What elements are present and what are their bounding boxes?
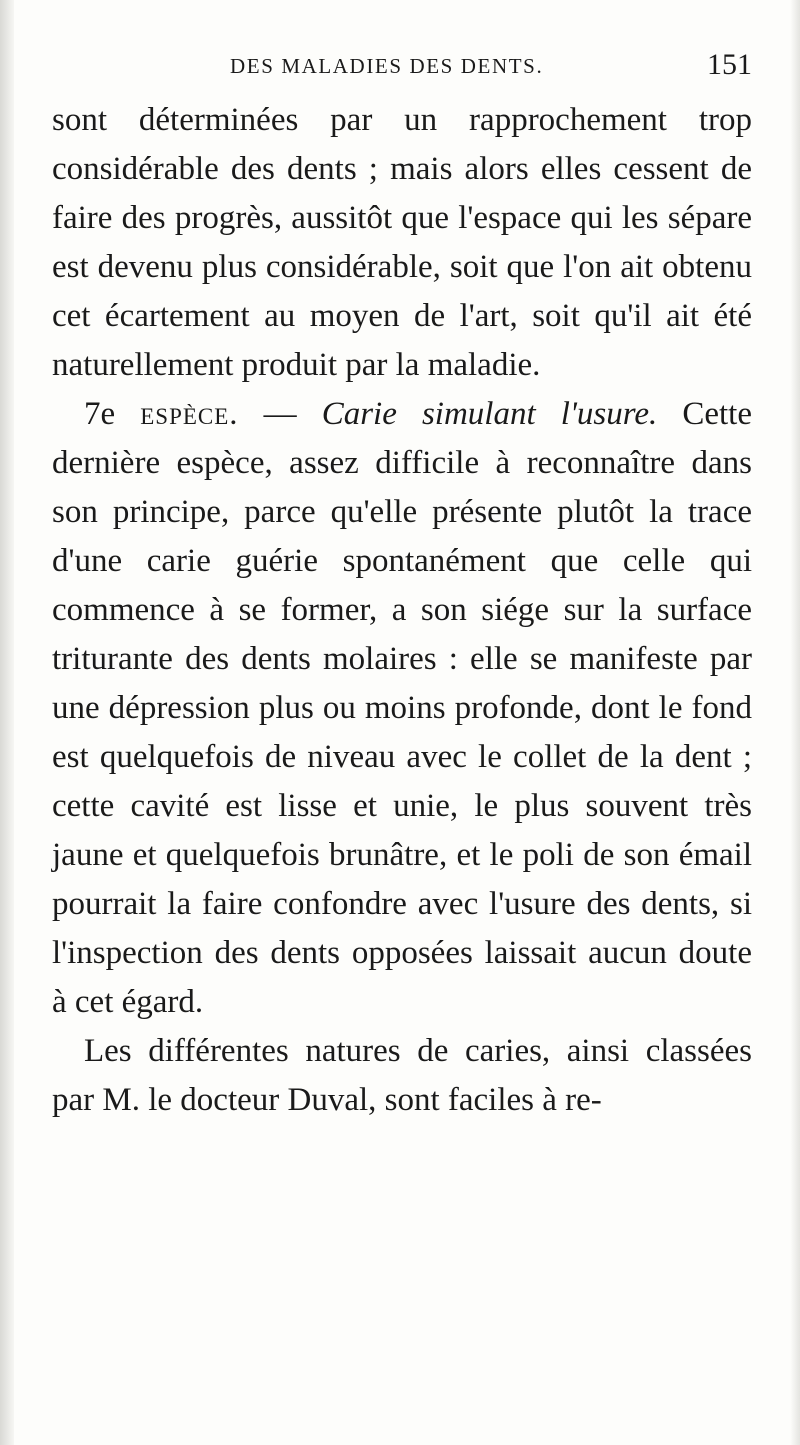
species-number: 7e bbox=[84, 396, 116, 432]
em-dash: — bbox=[238, 396, 322, 432]
species-label: espèce. bbox=[140, 396, 239, 432]
species-description: Cette dernière espèce, assez difficile à reconnaître dans son principe, parce qu'elle présente plutôt la trace d'une carie guérie spontanément que celle qui commence à se former, a son siége sur la surface triturante des dents molaires : elle se manifeste par une dépression plus ou moins profonde, dont le fond est quelquefois de niveau avec le collet de la dent ; cette cavité est lisse et unie, le plus souvent très jaune et quelquefois brunâtre, et le poli de son émail pourrait la faire confondre avec l'usure des dents, si l'inspection des dents opposées laissait aucun doute à cet égard. bbox=[52, 396, 752, 1020]
species-title: Carie simulant l'usure. bbox=[321, 396, 658, 432]
paragraph: Les différentes natures de caries, ainsi classées par M. le docteur Duval, sont faciles à re- bbox=[52, 1033, 752, 1118]
page-header bbox=[52, 48, 752, 88]
paragraph: sont déterminées par un rapprochement trop considérable des dents ; mais alors elles cessent de faire des progrès, aussitôt que l'espace qui les sépare est devenu plus considérable, soit que l'on ait obtenu cet écartement au moyen de l'art, soit qu'il ait été naturellement produit par la maladie. bbox=[52, 102, 752, 383]
page-number: 151 bbox=[707, 48, 752, 81]
species-paragraph bbox=[52, 390, 752, 1027]
body-text bbox=[52, 96, 752, 1125]
running-head: DES MALADIES DES DENTS. bbox=[230, 54, 544, 78]
